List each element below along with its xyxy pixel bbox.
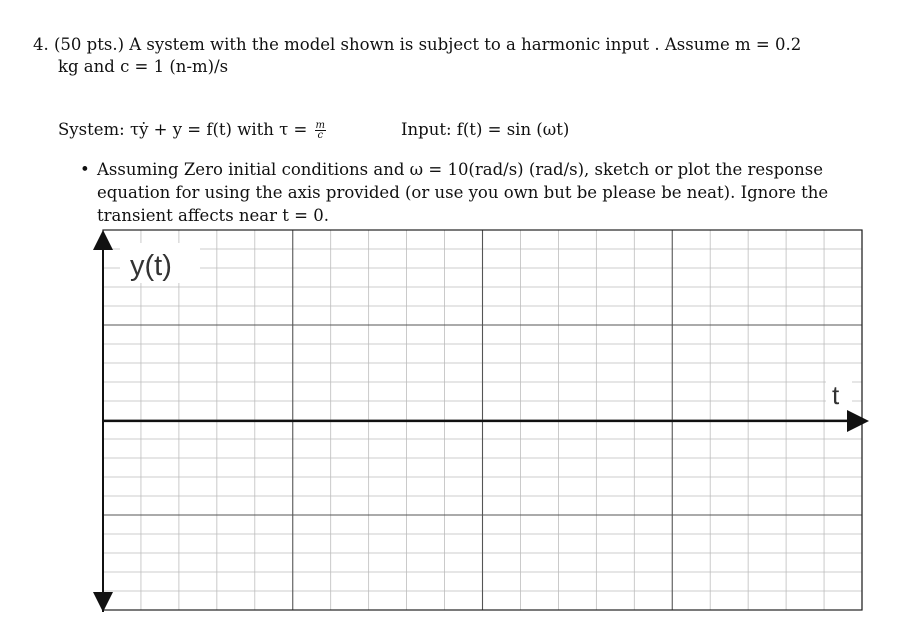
y-axis-label: y(t) [130,250,172,282]
question-line-1: 4. (50 pts.) A system with the model shown is subject to a harmonic input . Assume m = 0.2 [33,35,802,54]
input-equation: Input: f(t) = sin (ωt) [401,120,570,139]
bullet-line-3: transient affects near t = 0. [97,206,329,225]
tau-denominator: c [317,130,324,141]
system-label: System: τẏ + y = f(t) with τ = [58,120,308,139]
x-axis-label: t [832,380,840,410]
question-line-2: kg and c = 1 (n-m)/s [58,57,229,76]
bullet-line-2: equation for using the axis provided (or use you own but be please be neat). Ignore the [97,183,829,202]
bullet-line-1: Assuming Zero initial conditions and ω = 10(rad/s) (rad/s), sketch or plot the response [97,160,823,179]
bullet-marker: • [80,160,90,179]
tau-numerator: m [315,120,326,131]
